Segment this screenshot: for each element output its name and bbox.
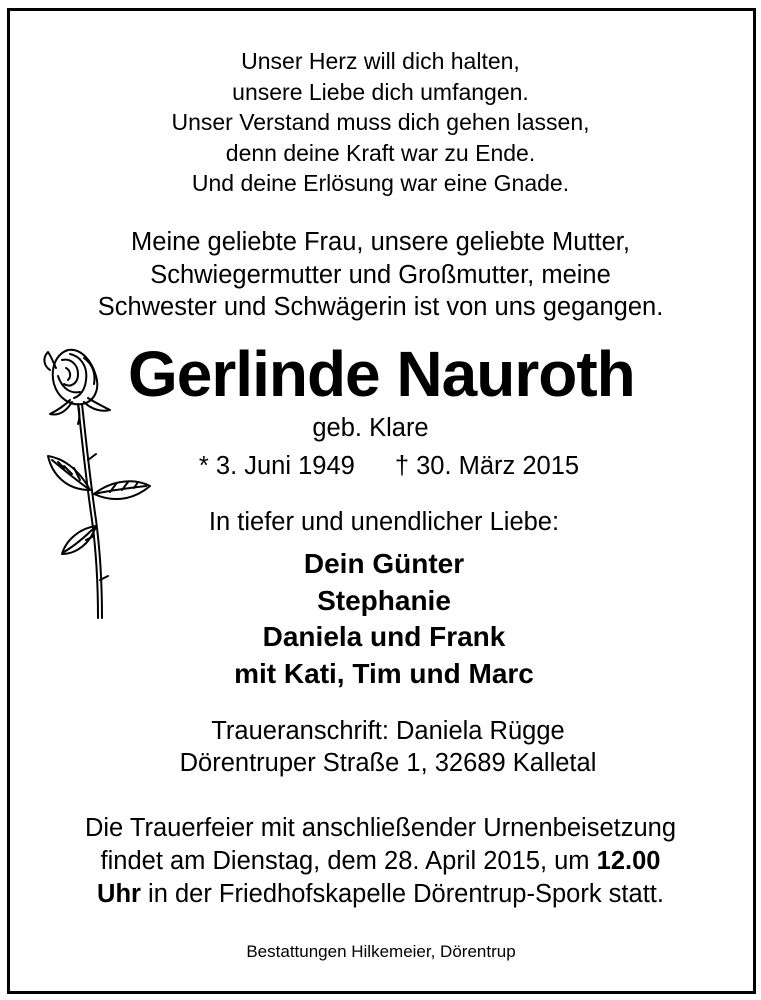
- mourner: Stephanie: [317, 584, 451, 616]
- death-date: † 30. März 2015: [394, 452, 580, 480]
- intro-line: Schwester und Schwägerin ist von uns gegangen.: [97, 293, 664, 321]
- mourner: Daniela und Frank: [262, 621, 506, 652]
- poem-line: Unser Verstand muss dich gehen lassen,: [171, 109, 590, 135]
- service-time: 12.00: [596, 847, 661, 875]
- poem-line: Und deine Erlösung war eine Gnade.: [191, 170, 570, 196]
- intro-line: Schwiegermutter und Großmutter, meine: [150, 260, 611, 289]
- mourners-list: [0, 546, 761, 692]
- service-date-text: findet am Dienstag, dem 28. April 2015, um: [100, 847, 597, 875]
- funeral-service: [0, 812, 761, 911]
- life-dates: [0, 450, 761, 482]
- poem-line: Unser Herz will dich halten,: [241, 48, 520, 74]
- address-line: Dörentruper Straße 1, 32689 Kalletal: [179, 749, 597, 777]
- mourner: mit Kati, Tim und Marc: [234, 657, 534, 689]
- birth-name: geb. Klare: [312, 414, 429, 442]
- service-line: [0, 878, 761, 911]
- address-line: Traueranschrift: Daniela Rügge: [211, 717, 565, 745]
- undertaker: Bestattungen Hilkemeier, Dörentrup: [246, 942, 516, 961]
- intro-line: Meine geliebte Frau, unsere geliebte Mutter,: [131, 228, 630, 256]
- poem: [0, 46, 761, 199]
- service-time-unit: Uhr: [97, 880, 141, 908]
- mourning-address: [0, 715, 761, 779]
- poem-line: unsere Liebe dich umfangen.: [232, 78, 529, 105]
- service-line: [0, 845, 761, 878]
- service-line: Die Trauerfeier mit anschließender Urnenbeisetzung: [84, 814, 677, 842]
- intro-text: [0, 226, 761, 324]
- poem-line: denn deine Kraft war zu Ende.: [225, 139, 536, 166]
- mourners-intro: In tiefer und unendlicher Liebe:: [208, 508, 560, 536]
- birth-date: * 3. Juni 1949: [198, 452, 355, 480]
- deceased-name: Gerlinde Nauroth: [128, 338, 635, 410]
- service-location-text: in der Friedhofskapelle Dörentrup-Spork statt.: [140, 880, 664, 908]
- mourner: Dein Günter: [303, 548, 465, 579]
